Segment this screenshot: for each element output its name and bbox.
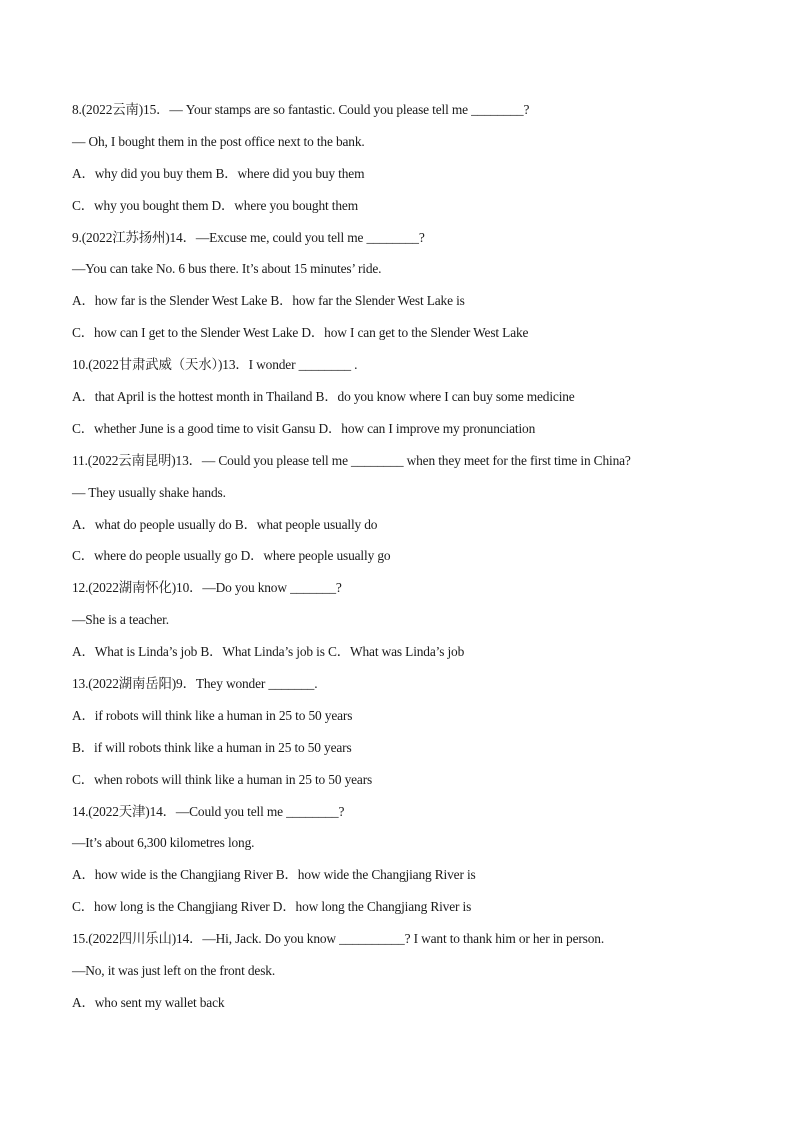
question-11-stem: 11.(2022云南昆明)13．— Could you please tell me ________ when they meet for the first time in China?	[72, 452, 631, 468]
question-10-options-cd: C．whether June is a good time to visit Gansu D．how can I improve my pronunciation	[72, 420, 536, 436]
question-12-options: A．What is Linda’s job B．What Linda’s job is C．What was Linda’s job	[72, 644, 465, 660]
question-8-options-ab: A．why did you buy them B．where did you buy them	[72, 165, 365, 181]
question-9-reply: —You can take No. 6 bus there. It’s about 15 minutes’ ride.	[72, 261, 382, 277]
question-9-stem: 9.(2022江苏扬州)14．—Excuse me, could you tell me ________?	[72, 229, 425, 245]
question-14-reply: —It’s about 6,300 kilometres long.	[72, 835, 255, 851]
question-8-reply: — Oh, I bought them in the post office next to the bank.	[72, 133, 365, 149]
question-11-reply: — They usually shake hands.	[72, 484, 226, 500]
question-13-option-a: A．if robots will think like a human in 25 to 50 years	[72, 707, 353, 723]
question-14-options-cd: C．how long is the Changjiang River D．how long the Changjiang River is	[72, 899, 472, 915]
question-15-option-a: A．who sent my wallet back	[72, 994, 225, 1010]
question-9-options-ab: A．how far is the Slender West Lake B．how far the Slender West Lake is	[72, 293, 465, 309]
question-15-stem: 15.(2022四川乐山)14．—Hi, Jack. Do you know __________? I want to thank him or her in person.	[72, 931, 605, 947]
question-13-option-b: B．if will robots think like a human in 25 to 50 years	[72, 739, 352, 755]
question-13-stem: 13.(2022湖南岳阳)9．They wonder _______.	[72, 676, 318, 692]
question-12-reply: —She is a teacher.	[72, 612, 169, 628]
question-12-stem: 12.(2022湖南怀化)10．—Do you know _______?	[72, 580, 342, 596]
question-9-options-cd: C．how can I get to the Slender West Lake D．how I can get to the Slender West Lake	[72, 325, 529, 341]
question-11-options-ab: A．what do people usually do B．what people usually do	[72, 516, 378, 532]
question-14-options-ab: A．how wide is the Changjiang River B．how wide the Changjiang River is	[72, 867, 476, 883]
question-15-reply: —No, it was just left on the front desk.	[72, 963, 276, 979]
question-10-options-ab: A．that April is the hottest month in Thailand B．do you know where I can buy some medicine	[72, 389, 575, 405]
question-13-option-c: C．when robots will think like a human in 25 to 50 years	[72, 771, 373, 787]
question-8-stem: 8.(2022云南)15．— Your stamps are so fantastic. Could you please tell me ________?	[72, 102, 530, 117]
question-10-stem: 10.(2022甘肃武威（天水）)13．I wonder ________ .	[72, 357, 358, 373]
exercise-list	[72, 100, 732, 1025]
question-11-options-cd: C．where do people usually go D．where people usually go	[72, 548, 391, 564]
question-8-options-cd: C．why you bought them D．where you bought them	[72, 197, 358, 213]
question-14-stem: 14.(2022天津)14．—Could you tell me ________?	[72, 803, 345, 819]
